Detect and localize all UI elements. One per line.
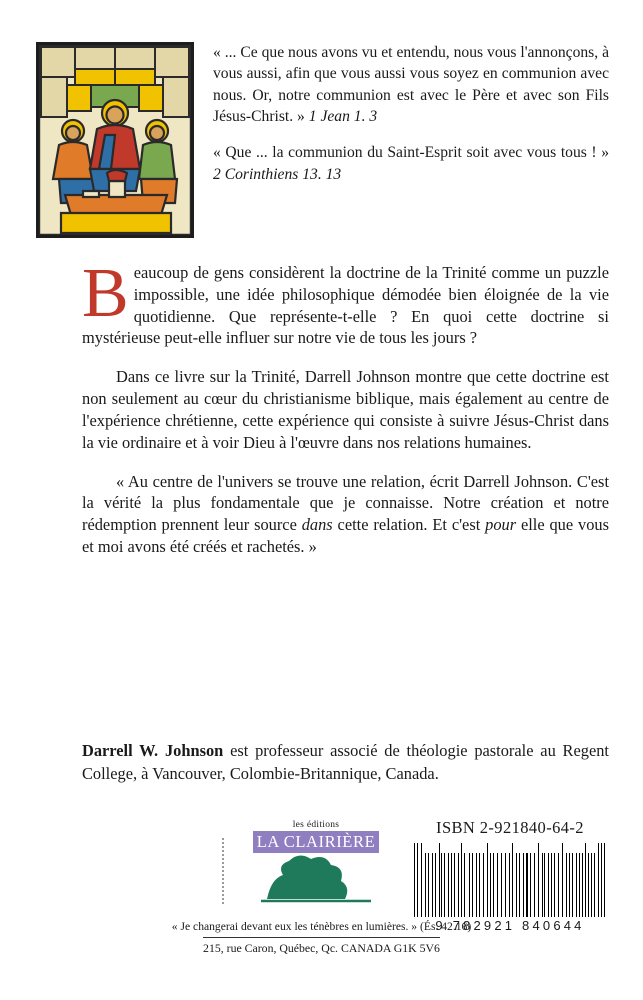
author-bio-text: est professeur associé de théologie pastorale au Regent College, à Vancouver, Colombie-Britannique, Canada.	[82, 741, 609, 783]
quote-1-reference: 1 Jean 1. 3	[308, 108, 378, 126]
quote-2	[213, 142, 609, 185]
isbn-label: ISBN 2-921840-64-2	[436, 818, 584, 837]
barcode-digits: 9 782921 840644	[435, 918, 585, 933]
back-cover-body	[82, 255, 609, 575]
body-paragraph-3-part-b: cette relation. Et c'est	[332, 515, 486, 535]
stained-glass-svg	[39, 45, 191, 235]
isbn-block	[412, 818, 608, 933]
publisher-prefix: les éditions	[292, 820, 340, 830]
author-name: Darrell W. Johnson	[82, 741, 224, 760]
quote-1	[213, 42, 609, 127]
dropcap-letter: B	[82, 255, 129, 332]
body-paragraph-3	[82, 471, 609, 558]
tree-logo-icon	[257, 853, 375, 903]
publisher-logo	[232, 820, 400, 903]
stained-glass-illustration	[36, 42, 194, 238]
body-paragraph-1-text: eaucoup de gens considèrent la doctrine de la Trinité comme un puzzle impossible, une idée philosophique démodée bien éloignée de la vie quotidienne. Que représente-t-elle ? En quoi cette doctrine si mystérieuse peut-elle influer sur notre vie de tous les jours ?	[82, 263, 609, 348]
quote-2-reference: 2 Corinthiens 13. 13	[213, 165, 342, 183]
body-emphasis-pour: pour	[485, 515, 517, 535]
footer	[0, 920, 643, 956]
body-paragraph-2: Dans ce livre sur la Trinité, Darrell Johnson montre que cette doctrine est non seulement au cœur du christianisme biblique, mais également au centre de l'expérience chrétienne, cette expérience qui consiste à suivre Jésus-Christ dans la vie ordinaire et à voir Dieu à l'œuvre dans nos relations humaines.	[82, 367, 609, 452]
quotes-block	[213, 42, 609, 200]
footer-verse: « Je changerai devant eux les ténèbres en lumières. » (És. 42.16)	[171, 920, 472, 933]
body-paragraph-3-part-a: « Au centre de l'univers se trouve une relation, écrit Darrell Johnson. C'est la vérité la plus fondamentale que je connaisse. Notre création et notre rédemption prennent leur source	[82, 471, 609, 535]
quote-1-text: « ... Ce que nous avons vu et entendu, nous vous l'annonçons, à vous aussi, afin que vous aussi vous soyez en communion avec nous. Or, notre communion est avec le Père et avec son Fils Jésus-Christ. »	[213, 44, 609, 126]
body-paragraph-1	[82, 255, 609, 349]
author-bio	[82, 740, 609, 786]
quote-2-text: « Que ... la communion du Saint-Esprit soit avec vous tous ! »	[213, 144, 609, 162]
footer-address: 215, rue Caron, Québec, Qc. CANADA G1K 5V6	[203, 937, 440, 956]
publisher-name: LA CLAIRIÈRE	[253, 831, 380, 853]
body-emphasis-dans: dans	[301, 515, 333, 535]
decorative-dotted-line	[222, 838, 225, 904]
body-paragraph-3-part-c: elle que vous et moi avons été créés et rachetés. »	[82, 515, 609, 556]
barcode	[412, 843, 608, 917]
